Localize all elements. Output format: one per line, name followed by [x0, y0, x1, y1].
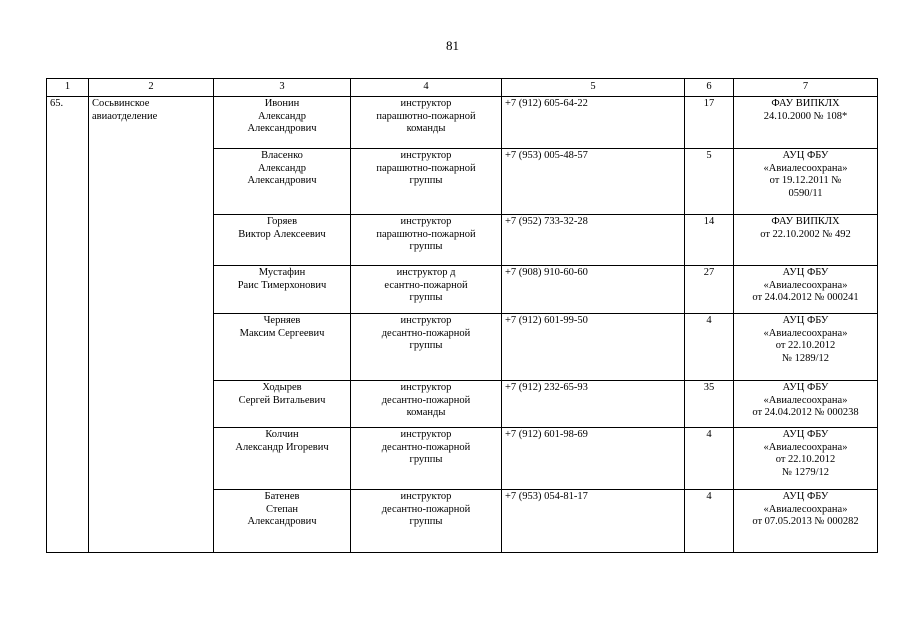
table-row	[47, 97, 878, 149]
column-header-3: 3	[214, 79, 351, 97]
phone-text: +7 (953) 054-81-17	[505, 491, 588, 502]
name-text: Батенев Степан Александрович	[247, 491, 317, 527]
cell-name	[214, 97, 351, 149]
cell-phone	[502, 490, 685, 553]
cell-training	[734, 428, 878, 490]
training-text: ФАУ ВИПКЛХ от 22.10.2002 № 492	[760, 216, 851, 240]
position-text: инструктор десантно-пожарной группы	[381, 315, 471, 351]
cell-experience	[685, 490, 734, 553]
phone-text: +7 (952) 733-32-28	[505, 216, 588, 227]
experience-text: 35	[703, 382, 715, 393]
position-text: инструктор парашютно-пожарной группы	[376, 150, 476, 186]
row-group-department	[89, 97, 214, 553]
training-text: ФАУ ВИПКЛХ 24.10.2000 № 108*	[763, 98, 848, 122]
position-text: инструктор парашютно-пожарной группы	[376, 216, 476, 252]
cell-name	[214, 266, 351, 314]
cell-name	[214, 215, 351, 266]
table-body	[47, 97, 878, 553]
cell-phone	[502, 381, 685, 428]
experience-text: 4	[706, 491, 712, 502]
row-group-number	[47, 97, 89, 553]
phone-text: +7 (953) 005-48-57	[505, 150, 588, 161]
experience-text: 17	[703, 98, 715, 109]
position-text: инструктор парашютно-пожарной команды	[376, 98, 476, 134]
cell-name	[214, 428, 351, 490]
cell-experience	[685, 149, 734, 215]
cell-name	[214, 314, 351, 381]
cell-phone	[502, 266, 685, 314]
cell-phone	[502, 428, 685, 490]
name-text: Горяев Виктор Алексеевич	[238, 216, 326, 240]
cell-position	[351, 314, 502, 381]
training-text: АУЦ ФБУ «Авиалесоохрана» от 24.04.2012 № 000238	[752, 382, 859, 418]
training-text: АУЦ ФБУ «Авиалесоохрана» от 24.04.2012 № 000241	[752, 267, 859, 303]
name-text: Ходырев Сергей Витальевич	[238, 382, 326, 406]
cell-training	[734, 381, 878, 428]
page-number: 81	[446, 38, 459, 53]
cell-position	[351, 215, 502, 266]
name-text: Мустафин Раис Тимерхонович	[237, 267, 327, 291]
position-text: инструктор десантно-пожарной группы	[381, 491, 471, 527]
header-row	[47, 79, 878, 97]
cell-experience	[685, 97, 734, 149]
cell-name	[214, 381, 351, 428]
cell-training	[734, 215, 878, 266]
cell-training	[734, 314, 878, 381]
column-header-2: 2	[89, 79, 214, 97]
cell-phone	[502, 314, 685, 381]
cell-name	[214, 490, 351, 553]
cell-experience	[685, 428, 734, 490]
training-text: АУЦ ФБУ «Авиалесоохрана» от 07.05.2013 № 000282	[752, 491, 859, 527]
cell-experience	[685, 215, 734, 266]
cell-training	[734, 97, 878, 149]
cell-phone	[502, 149, 685, 215]
experience-text: 27	[703, 267, 715, 278]
phone-text: +7 (912) 601-98-69	[505, 429, 588, 440]
experience-text: 5	[706, 150, 712, 161]
column-header-1: 1	[47, 79, 89, 97]
cell-position	[351, 381, 502, 428]
cell-name	[214, 149, 351, 215]
name-text: Колчин Александр Игоревич	[235, 429, 329, 453]
cell-phone	[502, 215, 685, 266]
cell-experience	[685, 266, 734, 314]
group-number-text: 65.	[50, 98, 64, 109]
position-text: инструктор десантно-пожарной команды	[381, 382, 471, 418]
phone-text: +7 (908) 910-60-60	[505, 267, 588, 278]
column-header-7: 7	[734, 79, 878, 97]
experience-text: 4	[706, 315, 712, 326]
training-text: АУЦ ФБУ «Авиалесоохрана» от 22.10.2012 № 1279/12	[763, 429, 848, 478]
table-header	[47, 79, 878, 97]
phone-text: +7 (912) 601-99-50	[505, 315, 588, 326]
position-text: инструктор десантно-пожарной группы	[381, 429, 471, 465]
department-text: Сосьвинское авиаотделение	[92, 98, 158, 122]
cell-position	[351, 266, 502, 314]
cell-training	[734, 266, 878, 314]
column-header-6: 6	[685, 79, 734, 97]
cell-training	[734, 149, 878, 215]
experience-text: 4	[706, 429, 712, 440]
column-header-4: 4	[351, 79, 502, 97]
personnel-table	[46, 78, 878, 553]
phone-text: +7 (912) 232-65-93	[505, 382, 588, 393]
name-text: Власенко Александр Александрович	[247, 150, 317, 186]
cell-experience	[685, 381, 734, 428]
name-text: Ивонин Александр Александрович	[247, 98, 317, 134]
name-text: Черняев Максим Сергеевич	[239, 315, 325, 339]
column-header-5: 5	[502, 79, 685, 97]
cell-phone	[502, 97, 685, 149]
experience-text: 14	[703, 216, 715, 227]
training-text: АУЦ ФБУ «Авиалесоохрана» от 19.12.2011 № 0590/11	[763, 150, 848, 199]
cell-position	[351, 149, 502, 215]
cell-training	[734, 490, 878, 553]
cell-position	[351, 490, 502, 553]
cell-position	[351, 428, 502, 490]
position-text: инструктор д есантно-пожарной группы	[384, 267, 468, 303]
cell-experience	[685, 314, 734, 381]
training-text: АУЦ ФБУ «Авиалесоохрана» от 22.10.2012 № 1289/12	[763, 315, 848, 364]
phone-text: +7 (912) 605-64-22	[505, 98, 588, 109]
cell-position	[351, 97, 502, 149]
